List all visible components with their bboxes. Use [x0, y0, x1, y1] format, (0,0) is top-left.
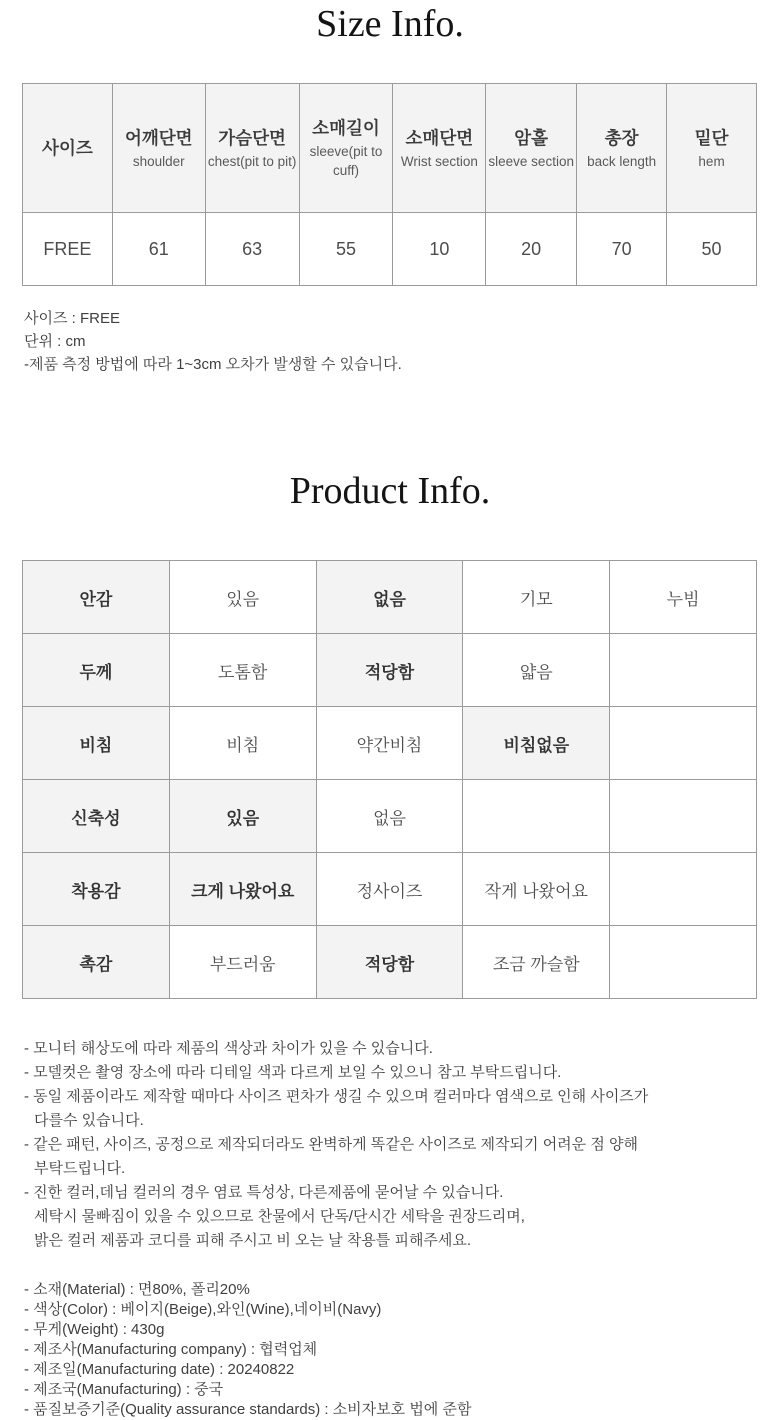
- size-value-cell: 70: [577, 213, 667, 286]
- product-row-label: 촉감: [23, 926, 170, 999]
- product-option-cell: 약간비침: [316, 707, 463, 780]
- care-note-line: 세탁시 물빠짐이 있을 수 있으므로 찬물에서 단독/단시간 세탁을 권장드리며,: [34, 1208, 525, 1225]
- product-option-cell: 작게 나왔어요: [463, 853, 610, 926]
- size-note-line: -제품 측정 방법에 따라 1~3cm 오차가 발생할 수 있습니다.: [24, 356, 402, 373]
- size-info-title: Size Info.: [316, 3, 464, 45]
- product-row: [23, 561, 757, 634]
- product-option-cell: 부드러움: [169, 926, 316, 999]
- product-option-cell: 적당함: [316, 926, 463, 999]
- size-column-label-ko: 사이즈: [42, 138, 93, 158]
- size-table-header-row: [23, 84, 757, 213]
- product-option-cell: 적당함: [316, 634, 463, 707]
- product-row: [23, 634, 757, 707]
- product-row-label: 신축성: [23, 780, 170, 853]
- product-detail-line: - 제조사(Manufacturing company) : 협력업체: [24, 1341, 318, 1358]
- size-column-label-en: hem: [698, 153, 725, 169]
- size-column-label-en: shoulder: [132, 153, 185, 169]
- product-row: [23, 853, 757, 926]
- size-column-label-en: Wrist section: [400, 153, 478, 169]
- product-option-cell: 얇음: [463, 634, 610, 707]
- care-note-line: 부탁드립니다.: [34, 1160, 126, 1177]
- product-row: [23, 707, 757, 780]
- product-option-cell: [610, 634, 757, 707]
- size-value-cell: 50: [667, 213, 757, 286]
- care-note-line: 밝은 컬러 제품과 코디를 피해 주시고 비 오는 날 착용틀 피해주세요.: [34, 1232, 472, 1249]
- product-option-cell: 없음: [316, 780, 463, 853]
- size-value-cell: FREE: [23, 213, 113, 286]
- size-value-cell: 63: [205, 213, 299, 286]
- size-column-header: [23, 84, 113, 213]
- product-option-cell: [610, 707, 757, 780]
- care-note-line: - 같은 패턴, 사이즈, 공정으로 제작되더라도 완벽하게 똑같은 사이즈로 제작되기 어려운 점 양해: [24, 1136, 638, 1153]
- product-option-cell: 비침: [169, 707, 316, 780]
- size-value-cell: 20: [486, 213, 577, 286]
- product-detail-line: - 제조일(Manufacturing date) : 20240822: [24, 1361, 295, 1378]
- product-info-title: Product Info.: [289, 470, 491, 512]
- size-column-label-ko: 가슴단면: [218, 127, 286, 148]
- product-option-cell: 조금 까슬함: [463, 926, 610, 999]
- product-option-cell: 정사이즈: [316, 853, 463, 926]
- size-notes: [24, 307, 780, 376]
- size-note-line: 단위 : cm: [24, 333, 86, 350]
- product-option-cell: [610, 926, 757, 999]
- product-detail-line: - 품질보증기준(Quality assurance standards) : 소비자보호 법에 준함: [24, 1401, 472, 1418]
- product-detail-line: - 색상(Color) : 베이지(Beige),와인(Wine),네이비(Navy): [24, 1301, 382, 1318]
- size-table-data-row: [23, 213, 757, 286]
- size-column-header: [667, 84, 757, 213]
- product-detail-line: - 무게(Weight) : 430g: [24, 1321, 165, 1338]
- product-row: [23, 926, 757, 999]
- product-option-cell: [610, 780, 757, 853]
- product-option-cell: 없음: [316, 561, 463, 634]
- product-details-list: [24, 1280, 780, 1420]
- care-notes: [24, 1037, 780, 1253]
- size-column-label-en: sleeve(pit to cuff): [309, 144, 383, 178]
- size-column-label-en: back length: [587, 153, 657, 169]
- size-column-label-ko: 어깨단면: [124, 127, 193, 148]
- care-note-line: 다를수 있습니다.: [34, 1112, 144, 1129]
- product-detail-line: - 소재(Material) : 면80%, 폴리20%: [24, 1281, 250, 1298]
- product-option-cell: 있음: [169, 561, 316, 634]
- size-column-header: [393, 84, 486, 213]
- size-value-cell: 55: [299, 213, 393, 286]
- size-column-header: [112, 84, 205, 213]
- product-option-cell: 크게 나왔어요: [169, 853, 316, 926]
- size-value-cell: 61: [112, 213, 205, 286]
- size-column-header: [577, 84, 667, 213]
- care-note-line: - 모델컷은 촬영 장소에 따라 디테일 색과 다르게 보일 수 있으니 참고 부탁드립니다.: [24, 1064, 562, 1081]
- size-value-cell: 10: [393, 213, 486, 286]
- product-detail-line: - 제조국(Manufacturing) : 중국: [24, 1381, 224, 1398]
- product-detail-page: [0, 2, 780, 1420]
- size-column-header: [486, 84, 577, 213]
- care-note-line: - 동일 제품이라도 제작할 때마다 사이즈 편차가 생길 수 있으며 컬러마다 염색으로 인해 사이즈가: [24, 1088, 649, 1105]
- product-row-label: 비침: [23, 707, 170, 780]
- size-column-header: [205, 84, 299, 213]
- product-option-cell: [463, 780, 610, 853]
- product-table: [22, 560, 757, 999]
- care-note-line: - 진한 컬러,데님 컬러의 경우 염료 특성상, 다른제품에 묻어날 수 있습니다.: [24, 1184, 504, 1201]
- product-option-cell: [610, 853, 757, 926]
- product-row: [23, 780, 757, 853]
- product-row-label: 두께: [23, 634, 170, 707]
- size-column-label-ko: 소매길이: [312, 118, 380, 138]
- product-option-cell: 비침없음: [463, 707, 610, 780]
- size-column-label-en: chest(pit to pit): [207, 153, 297, 169]
- size-column-label-ko: 소매단면: [405, 127, 474, 148]
- product-option-cell: 누빔: [610, 561, 757, 634]
- product-option-cell: 기모: [463, 561, 610, 634]
- product-option-cell: 도톰함: [169, 634, 316, 707]
- care-note-line: - 모니터 해상도에 따라 제품의 색상과 차이가 있을 수 있습니다.: [24, 1040, 433, 1057]
- size-column-label-ko: 암홀: [514, 127, 549, 148]
- product-row-label: 착용감: [23, 853, 170, 926]
- size-table: [22, 83, 757, 286]
- product-option-cell: 있음: [169, 780, 316, 853]
- size-column-label-ko: 밑단: [694, 127, 729, 148]
- size-note-line: 사이즈 : FREE: [24, 310, 120, 327]
- size-column-header: [299, 84, 393, 213]
- product-row-label: 안감: [23, 561, 170, 634]
- size-column-label-ko: 총장: [604, 127, 639, 148]
- size-column-label-en: sleeve section: [488, 153, 574, 169]
